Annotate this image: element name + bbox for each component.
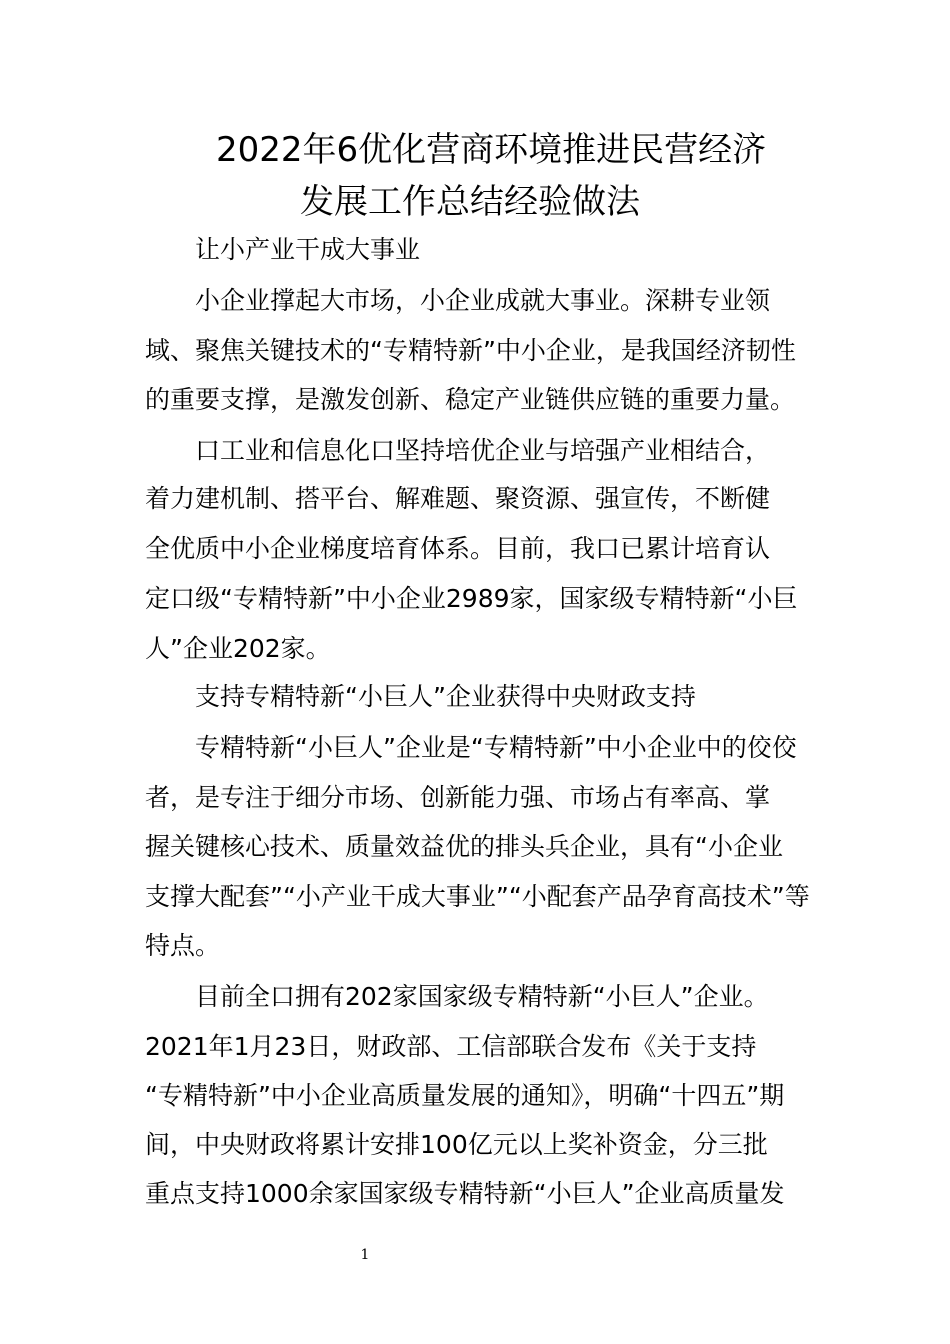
paragraph-line: 着力建机制、搭平台、解难题、聚资源、强宣传，不断健 <box>145 484 771 513</box>
section-heading-1: 让小产业干成大事业 <box>195 235 421 264</box>
document-title-line-1: 2022年6优化营商环境推进民营经济 <box>216 130 767 170</box>
paragraph-line: 者，是专注于细分市场、创新能力强、市场占有率高、掌 <box>145 783 771 812</box>
paragraph-line: 的重要支撑，是激发创新、稳定产业链供应链的重要力量。 <box>145 385 796 414</box>
paragraph-line: 口工业和信息化口坚持培优企业与培强产业相结合， <box>195 436 771 465</box>
paragraph-line: 定口级“专精特新”中小企业2989家，国家级专精特新“小巨 <box>145 584 798 613</box>
paragraph-line: “专精特新”中小企业高质量发展的通知》，明确“十四五”期 <box>145 1081 785 1110</box>
paragraph-line: 专精特新“小巨人”企业是“专精特新”中小企业中的佼佼 <box>195 733 797 762</box>
paragraph-line: 握关键核心技术、质量效益优的排头兵企业，具有“小企业 <box>145 832 783 861</box>
document-title-line-2: 发展工作总结经验做法 <box>300 182 640 222</box>
paragraph-line: 间，中央财政将累计安排100亿元以上奖补资金，分三批 <box>145 1130 768 1159</box>
paragraph-line: 2021年1月23日，财政部、工信部联合发布《关于支持 <box>145 1032 757 1061</box>
paragraph-line: 特点。 <box>145 931 221 960</box>
paragraph-line: 小企业撑起大市场，小企业成就大事业。深耕专业领 <box>195 286 771 315</box>
paragraph-line: 全优质中小企业梯度培育体系。目前，我口已累计培育认 <box>145 534 771 563</box>
page-number: 1 <box>360 1247 370 1263</box>
paragraph-line: 目前全口拥有202家国家级专精特新“小巨人”企业。 <box>195 982 769 1011</box>
paragraph-line: 域、聚焦关键技术的“专精特新”中小企业，是我国经济韧性 <box>145 336 796 365</box>
paragraph-line: 支撑大配套”“小产业干成大事业”“小配套产品孕育高技术”等 <box>145 882 810 911</box>
paragraph-line: 重点支持1000余家国家级专精特新“小巨人”企业高质量发 <box>145 1179 785 1208</box>
paragraph-line: 人”企业202家。 <box>145 634 331 663</box>
section-heading-2: 支持专精特新“小巨人”企业获得中央财政支持 <box>195 682 696 711</box>
